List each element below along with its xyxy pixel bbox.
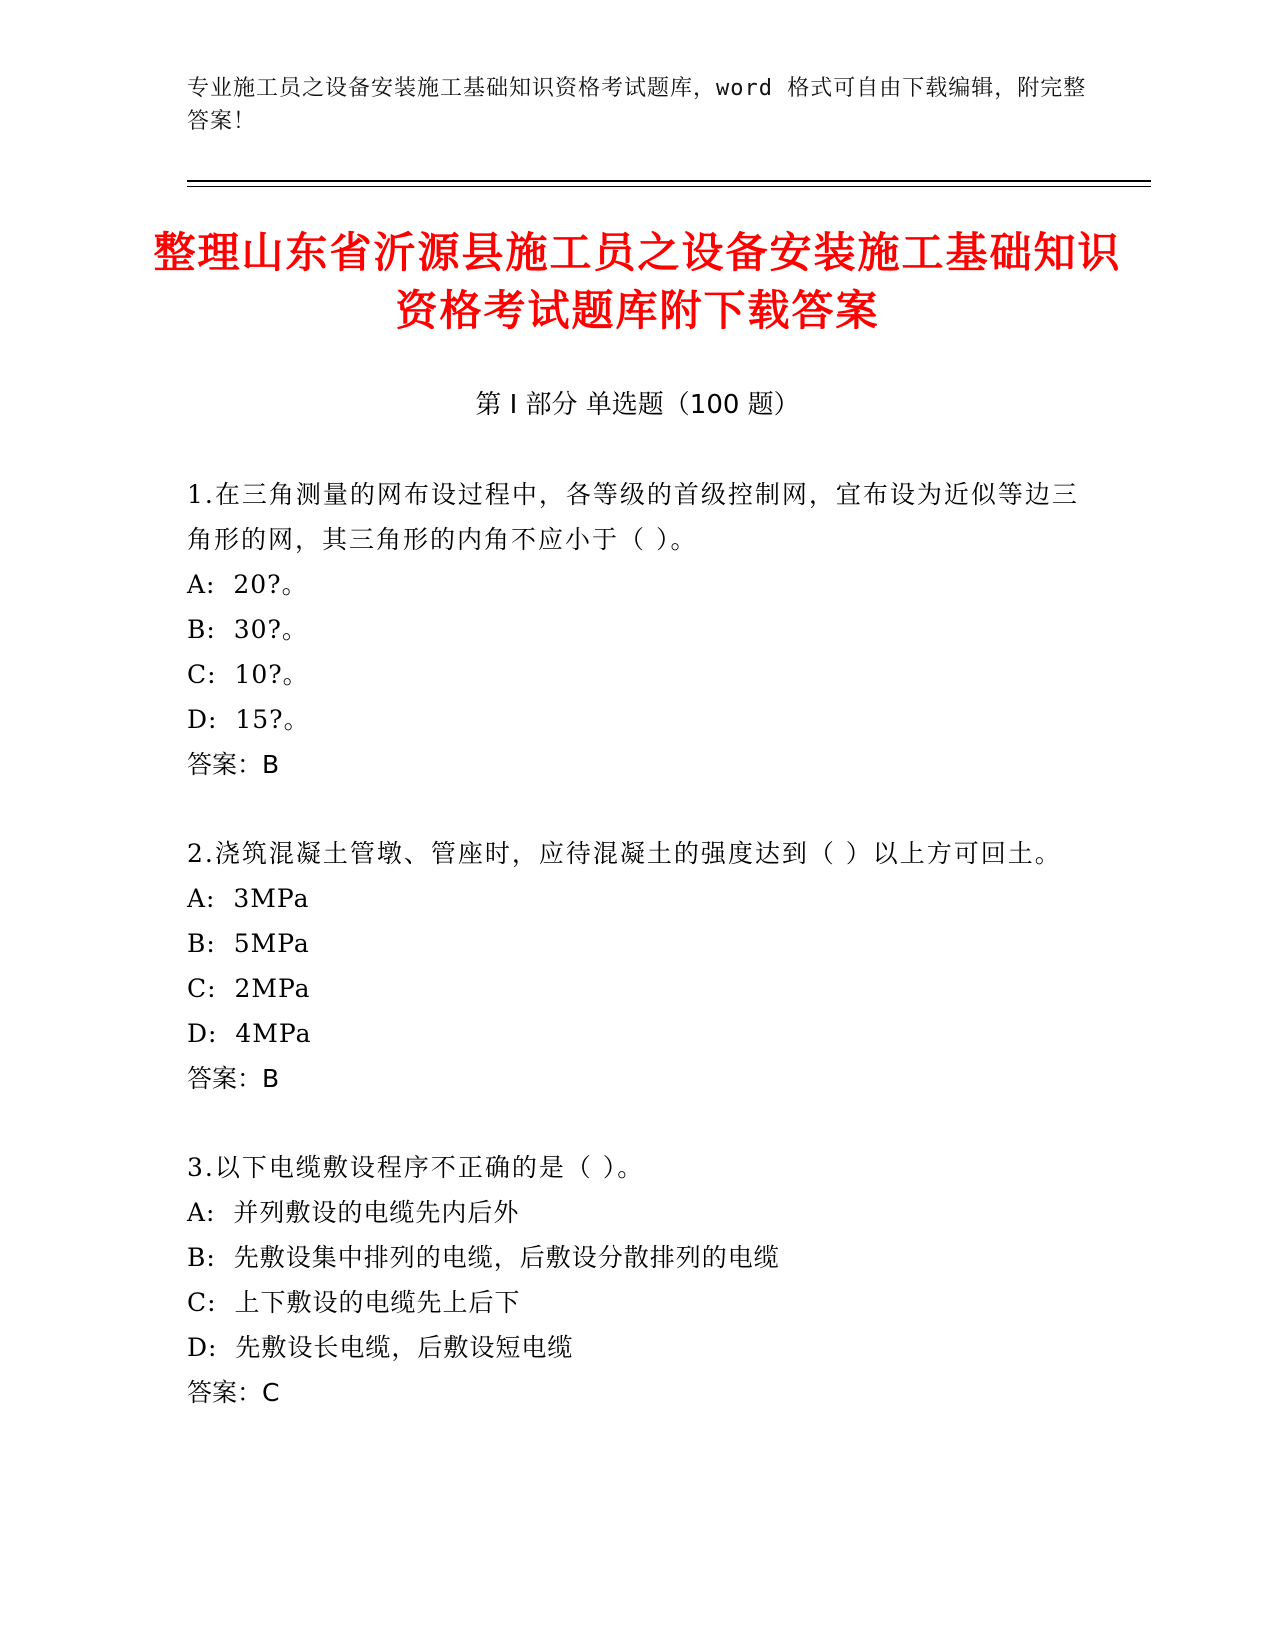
header-rule-thin [187, 186, 1151, 187]
question-list [187, 472, 1087, 1459]
header-rule-thick [187, 180, 1151, 182]
option-b: B: 先敷设集中排列的电缆，后敷设分散排列的电缆 [187, 1243, 780, 1272]
option-d: D: 先敷设长电缆，后敷设短电缆 [187, 1333, 574, 1362]
option-a: A: 3MPa [187, 884, 310, 913]
option-a: A: 并列敷设的电缆先内后外 [187, 1198, 520, 1227]
answer-line: 答案：C [187, 1378, 280, 1407]
option-c: C: 10?。 [187, 660, 309, 689]
answer-line: 答案：B [187, 1064, 280, 1093]
option-a: A: 20?。 [187, 570, 308, 599]
option-b: B: 30?。 [187, 615, 308, 644]
section-title: 第 I 部分 单选题（100 题） [475, 390, 800, 420]
question-2 [187, 831, 1087, 1101]
option-b: B: 5MPa [187, 929, 310, 958]
question-1 [187, 472, 1087, 787]
question-stem: 1.在三角测量的网布设过程中，各等级的首级控制网，宜布设为近似等边三角形的网，其三角形的内角不应小于（ ）。 [187, 480, 1079, 554]
question-stem: 2.浇筑混凝土管墩、管座时，应待混凝土的强度达到（ ）以上方可回土。 [187, 839, 1062, 868]
question-3 [187, 1145, 1087, 1415]
option-c: C: 上下敷设的电缆先上后下 [187, 1288, 521, 1317]
option-d: D: 15?。 [187, 705, 310, 734]
question-stem: 3.以下电缆敷设程序不正确的是（ ）。 [187, 1153, 645, 1182]
answer-line: 答案：B [187, 750, 280, 779]
document-title: 整理山东省沂源县施工员之设备安装施工基础知识资格考试题库附下载答案 [153, 228, 1122, 335]
option-c: C: 2MPa [187, 974, 311, 1003]
header-note: 专业施工员之设备安装施工基础知识资格考试题库，word 格式可自由下载编辑，附完整答案！ [187, 76, 1087, 134]
option-d: D: 4MPa [187, 1019, 312, 1048]
